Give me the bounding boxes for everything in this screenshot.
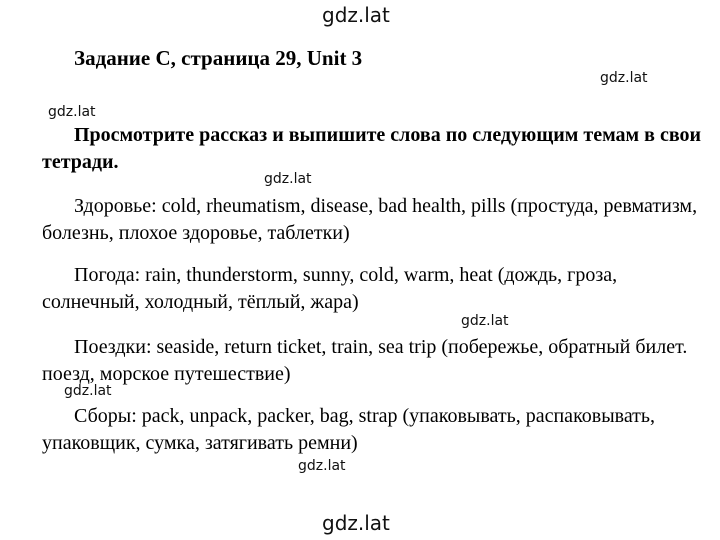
watermark: gdz.lat (600, 70, 648, 86)
topic-health-paragraph: Здоровье: cold, rheumatism, disease, bad health, pills (простуда, ревматизм, болезнь, плохое здоровье, таблетки) (42, 195, 698, 244)
watermark: gdz.lat (298, 458, 346, 474)
topic-travel-paragraph: Поездки: seaside, return ticket, train, sea trip (побережье, обратный билет. поезд, морское путешествие) (42, 336, 688, 385)
watermark-bottom: gdz.lat (322, 511, 390, 535)
watermark: gdz.lat (461, 313, 509, 329)
topic-packing-paragraph: Сборы: pack, unpack, packer, bag, strap (упаковывать, распаковывать, упаковщик, сумка, затягивать ремни) (42, 405, 656, 454)
topic-weather-paragraph: Погода: rain, thunderstorm, sunny, cold, warm, heat (дождь, гроза, солнечный, холодный, тёплый, жара) (42, 264, 618, 313)
watermark: gdz.lat (64, 383, 112, 399)
task-instruction: Просмотрите рассказ и выпишите слова по следующим темам в свои тетради. (42, 124, 702, 173)
watermark-top: gdz.lat (322, 3, 390, 27)
watermark: gdz.lat (264, 171, 312, 187)
page-title: Задание C, страница 29, Unit 3 (74, 46, 363, 70)
watermark: gdz.lat (48, 104, 96, 120)
